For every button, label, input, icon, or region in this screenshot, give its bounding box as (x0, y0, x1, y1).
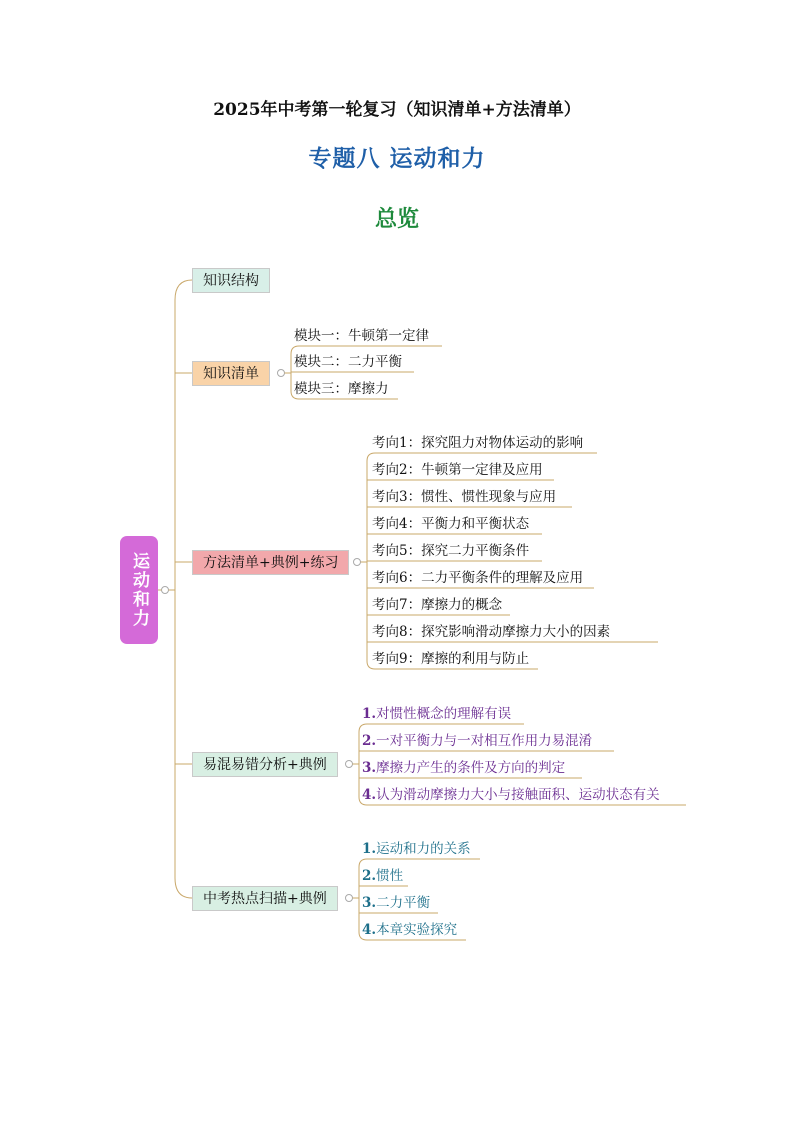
item-text: 考向3：惯性、惯性现象与应用 (372, 489, 557, 505)
item-text: 认为滑动摩擦力大小与接触面积、运动状态有关 (376, 787, 660, 803)
collapse-node (346, 895, 353, 902)
branch-3-item (372, 623, 610, 641)
branch-3-item (372, 515, 529, 533)
collapse-node (278, 370, 285, 377)
item-text: 考向6：二力平衡条件的理解及应用 (372, 570, 584, 586)
branch-2-item (294, 380, 389, 398)
item-number: 1. (362, 706, 377, 722)
item-text: 考向8：探究影响滑动摩擦力大小的因素 (372, 624, 611, 640)
branch-3-item (372, 569, 583, 587)
item-text: 考向7：摩擦力的概念 (372, 597, 503, 613)
branch-3-item (372, 488, 556, 506)
item-text: 二力平衡 (376, 895, 431, 911)
item-number: 3. (362, 895, 377, 911)
item-number: 2. (362, 868, 377, 884)
connector-curve (175, 280, 192, 300)
item-text: 考向4：平衡力和平衡状态 (372, 516, 530, 532)
branch-4-item (362, 759, 565, 777)
item-number: 2. (362, 733, 377, 749)
sub-title: 专题八 运动和力 (308, 146, 486, 172)
connector-curve (367, 453, 375, 461)
connector-curve (175, 878, 192, 898)
collapse-node (346, 761, 353, 768)
branch-2: 知识清单 (192, 361, 270, 386)
item-text: 考向9：摩擦的利用与防止 (372, 651, 530, 667)
item-number: 4. (362, 787, 377, 803)
item-text: 模块三：摩擦力 (294, 381, 389, 397)
item-text: 考向2：牛顿第一定律及应用 (372, 462, 543, 478)
branch-5-item (362, 867, 403, 885)
item-text: 模块一：牛顿第一定律 (294, 328, 429, 344)
branch-4-item (362, 786, 660, 804)
branch-5: 中考热点扫描+典例 (192, 886, 338, 911)
main-title: 2025年中考第一轮复习（知识清单+方法清单） (213, 100, 581, 120)
item-text: 运动和力的关系 (376, 841, 471, 857)
item-number: 4. (362, 922, 377, 938)
item-text: 模块二：二力平衡 (294, 354, 402, 370)
branch-1: 知识结构 (192, 268, 270, 293)
item-text: 考向1：探究阻力对物体运动的影响 (372, 435, 584, 451)
collapse-node (162, 587, 169, 594)
item-text: 本章实验探究 (376, 922, 458, 938)
branch-5-item (362, 894, 430, 912)
overview-title: 总览 (374, 207, 419, 232)
branch-3: 方法清单+典例+练习 (192, 550, 349, 575)
item-number: 1. (362, 841, 377, 857)
item-text: 惯性 (376, 868, 404, 884)
connector-curve (359, 859, 367, 867)
branch-5-item (362, 840, 471, 858)
root-node: 运动和力 (120, 536, 158, 644)
item-text: 摩擦力产生的条件及方向的判定 (376, 760, 566, 776)
branch-4-item (362, 705, 511, 723)
collapse-node (354, 559, 361, 566)
item-number: 3. (362, 760, 377, 776)
branch-3-item (372, 596, 502, 614)
branch-5-item (362, 921, 457, 939)
branch-2-item (294, 353, 402, 371)
branch-2-item (294, 327, 429, 345)
connector-curve (359, 724, 367, 732)
item-text: 考向5：探究二力平衡条件 (372, 543, 530, 559)
branch-3-item (372, 650, 529, 668)
item-text: 一对平衡力与一对相互作用力易混淆 (376, 733, 593, 749)
branch-3-item (372, 434, 583, 452)
branch-4: 易混易错分析+典例 (192, 752, 338, 777)
branch-4-item (362, 732, 592, 750)
item-text: 对惯性概念的理解有误 (376, 706, 512, 722)
branch-3-item (372, 542, 529, 560)
branch-3-item (372, 461, 543, 479)
